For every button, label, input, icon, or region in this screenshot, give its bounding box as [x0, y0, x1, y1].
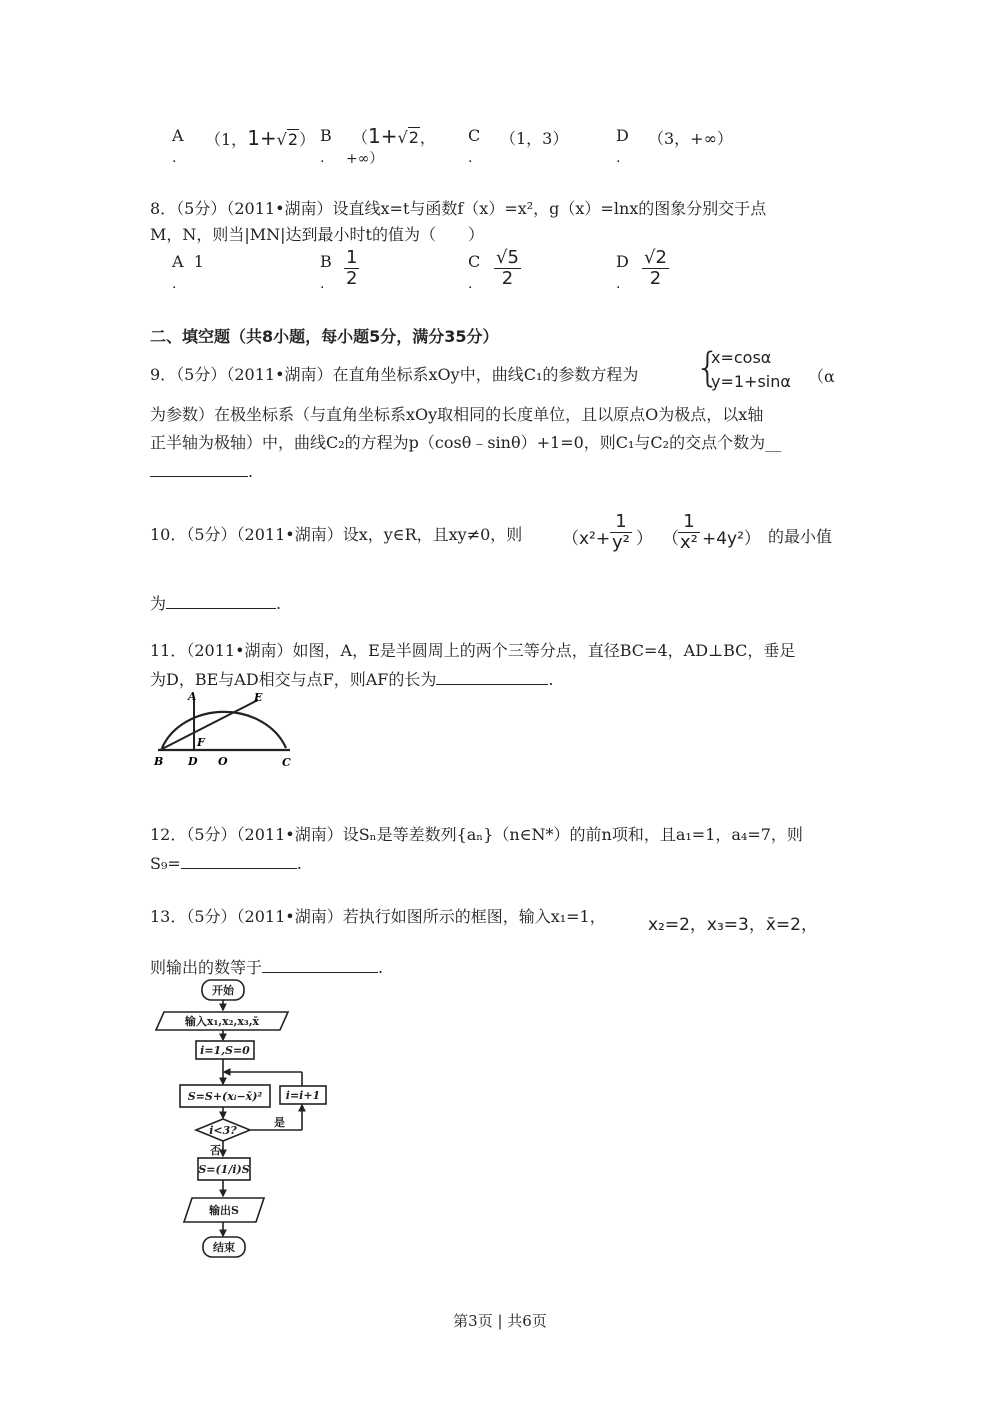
flow-yes-label: 是 [274, 1116, 285, 1129]
q9-stem-line3: 正半轴为极轴）中，曲线C₂的方程为p（cosθ﹣sinθ）+1=0，则C₁与C₂的交点个数为__ [150, 433, 782, 452]
brace-icon: { [695, 345, 721, 391]
answer-blank[interactable] [181, 852, 297, 869]
q11-stem-line2: 为D，BE与AD相交与点F，则AF的长为 . [150, 670, 554, 689]
section-title: 二、填空题（共8小题，每小题5分，满分35分） [150, 327, 499, 346]
q7-option-b-line2: +∞） [346, 151, 384, 167]
q9-answer-line: . [150, 460, 253, 483]
answer-blank[interactable] [166, 592, 276, 609]
q9-tail1: （α [808, 367, 835, 386]
fig-label-b: B [154, 755, 164, 768]
option-dot: . [616, 150, 621, 166]
q8-option-c[interactable]: C [468, 252, 481, 271]
q8-stem-line2: M，N，则当|MN|达到最小时t的值为（ ） [150, 225, 484, 244]
q7-option-d-text: （3，+∞） [648, 129, 733, 148]
answer-blank[interactable] [436, 668, 548, 685]
q8-stem-line1: 8．（5分）（2011•湖南）设直线x=t与函数f（x）=x²，g（x）=lnx的图象分别交于点 [150, 199, 767, 218]
option-dot: . [172, 150, 177, 166]
option-dot: . [616, 276, 621, 292]
option-dot: . [320, 276, 325, 292]
q9-eq1: x=cosα [711, 348, 772, 367]
page-footer: 第3页 | 共6页 [453, 1312, 547, 1330]
q8-option-d-fraction: $\frac{√2}{2}$ [644, 247, 667, 289]
flow-cond-label: i<3? [209, 1124, 237, 1137]
q13-values: x₂=2，x₃=3，x̄=2， [648, 915, 818, 935]
flow-inc-label: i=i+1 [285, 1089, 321, 1102]
option-dot: . [468, 276, 473, 292]
flow-start-label: 开始 [212, 984, 234, 997]
q9-stem-line2: 为参数）在极坐标系（与直角坐标系xOy取相同的长度单位，且以原点O为极点，以x轴 [150, 405, 764, 424]
flow-accum-label: S=S+(xᵢ−x̄)² [187, 1090, 263, 1103]
q8-option-b[interactable]: B [320, 252, 332, 271]
semicircle-figure [150, 688, 300, 772]
q12-answer-line: S₉= . [150, 854, 302, 873]
q7-option-c-text: （1，3） [500, 129, 569, 148]
flow-end-label: 结束 [213, 1241, 235, 1254]
fig-label-o: O [218, 755, 228, 768]
q8-option-c-fraction: $\frac{√5}{2}$ [496, 247, 519, 289]
q7-option-a-text: （1，1+√2） [205, 126, 316, 150]
option-dot: . [468, 150, 473, 166]
q7-option-d[interactable]: D [616, 126, 629, 145]
option-dot: . [320, 150, 325, 166]
q10-stem-line1: 10．（5分）（2011•湖南）设x，y∈R，且xy≠0，则 [150, 525, 523, 544]
q8-option-a[interactable]: A 1 [172, 252, 204, 271]
q10-tail: 的最小值 [768, 527, 833, 546]
q7-option-b[interactable]: B [320, 126, 332, 145]
fig-label-d: D [188, 755, 198, 768]
option-dot: . [172, 276, 177, 292]
flowchart [150, 978, 350, 1262]
q8-option-d[interactable]: D [616, 252, 629, 271]
flow-scale-label: S=(1/i)S [198, 1163, 250, 1176]
q7-option-b-text: （1+√2， [352, 124, 436, 148]
q13-stem-line1: 13．（5分）（2011•湖南）若执行如图所示的框图，输入x₁=1， [150, 907, 606, 926]
fig-label-c: C [282, 756, 291, 769]
answer-blank[interactable] [150, 460, 248, 477]
q9-stem-line1: 9．（5分）（2011•湖南）在直角坐标系xOy中，曲线C₁的参数方程为 [150, 365, 639, 384]
q13-answer-line: 则输出的数等于 . [150, 958, 384, 977]
flow-output-label: 输出S [209, 1204, 239, 1217]
flow-input-label: 输入x₁,x₂,x₃,x̄ [184, 1015, 260, 1028]
q11-stem-line1: 11．（2011•湖南）如图，A，E是半圆周上的两个三等分点，直径BC=4，AD⊥BC，垂足 [150, 641, 796, 660]
flow-no-label: 否 [210, 1144, 221, 1157]
q7-option-a[interactable]: A [172, 126, 184, 145]
q9-eq2: y=1+sinα [711, 372, 791, 391]
answer-blank[interactable] [262, 956, 378, 973]
fig-label-f: F [197, 736, 205, 749]
q10-answer-line: 为 . [150, 594, 282, 613]
fig-label-e: E [254, 691, 263, 704]
flow-init-label: i=1,S=0 [200, 1044, 250, 1057]
q7-option-c[interactable]: C [468, 126, 481, 145]
fig-label-a: A [188, 690, 197, 703]
q8-option-b-fraction: $\frac{1}{2}$ [346, 247, 358, 289]
q12-stem-line1: 12．（5分）（2011•湖南）设Sₙ是等差数列{aₙ}（n∈N*）的前n项和，且a₁=1，a₄=7，则 [150, 825, 803, 844]
